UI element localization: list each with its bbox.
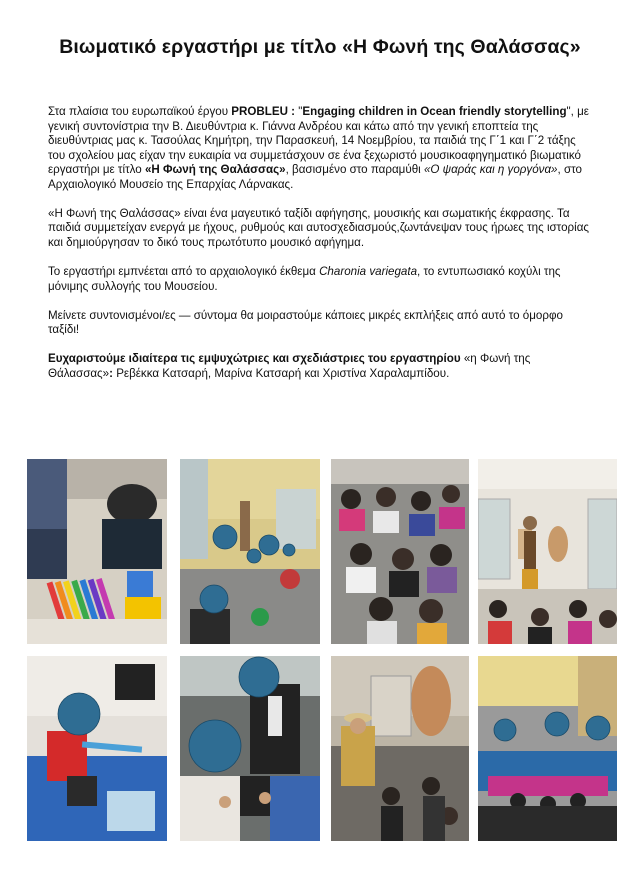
workshop-photo-3 [331, 459, 469, 644]
text-span: Το εργαστήρι εμπνέεται από το αρχαιολογικό έκθεμα [48, 265, 320, 278]
text-span: : [109, 366, 117, 380]
text-span: " [298, 105, 303, 118]
paragraph-intro [48, 105, 596, 192]
paragraph-thanks [48, 352, 596, 381]
project-subtitle: Engaging children in Ocean friendly storytelling [302, 105, 567, 118]
workshop-photo-4 [478, 459, 617, 644]
text-span: ", με γενική συντονίστρια την Β. Διευθύντρια κ. Γιάννα Ανδρέου και κάτω από την γενική εποπτεία της διευθύντριας μας κ. Τασούλας Κημήτρη, την Παρασκευή, 14 Νοεμβρίου, τα παιδιά της Γ΄1 και Γ΄2 τάξης του σχολείου μας είχαν την ευκαιρία να συμμετάσχουν σε ένα ξεχωριστό μουσικοαφηγηματικό βιωματικό εργαστήρι με τίτλο [48, 105, 589, 176]
project-name: PROBLEU : [231, 105, 299, 118]
workshop-photo-5 [27, 656, 167, 841]
workshop-photo-1 [27, 459, 167, 644]
facilitators: Ρεβέκκα Κατσαρή, Μαρίνα Κατσαρή και Χριστίνα Χαραλαμπίδου. [116, 366, 450, 380]
article-body [48, 105, 596, 396]
fairytale-title: «Ο ψαράς και η γοργόνα» [423, 163, 558, 176]
paragraph-description: «Η Φωνή της Θαλάσσας» είναι ένα μαγευτικό ταξίδι αφήγησης, μουσικής και σωματικής έκφρασης. Τα παιδιά συμμετείχαν ενεργά με ήχους, ρυθμούς και αυτοσχεδιασμούς,ζωντάνεψαν τους ήρωες της ιστορίας και δημιούργησαν το δικό τους πρωτότυπο μουσικό αφήγημα. [48, 206, 589, 249]
text-span: , στο Αρχαιολογικό Μουσείο της Επαρχίας Λάρνακας. [48, 163, 582, 191]
workshop-photo-8 [478, 656, 617, 841]
thanks-lead: Ευχαριστούμε ιδιαίτερα τις εμψυχώτριες και σχεδιάστριες του εργαστηρίου [48, 352, 461, 365]
workshop-photo-6 [180, 656, 320, 841]
paragraph-stay-tuned: Μείνετε συντονισμένοι/ες — σύντομα θα μοιραστούμε κάποιες μικρές εκπλήξεις από αυτό το όμορφο ταξίδι! [48, 308, 563, 336]
workshop-title: «Η Φωνή της Θαλάσσας» [144, 163, 286, 176]
workshop-photo-2 [180, 459, 320, 644]
workshop-photo-7 [331, 656, 469, 841]
paragraph-inspiration [48, 265, 596, 294]
text-span: Στα πλαίσια του ευρωπαϊκού έργου [48, 105, 232, 118]
text-span: , το εντυπωσιακό κοχύλι της μόνιμης συλλογής του Μουσείου. [48, 265, 561, 293]
text-span: , βασισμένο στο παραμύθι [285, 163, 424, 176]
text-span: «η Φωνή της Θάλασσας» [48, 352, 531, 380]
page-title: Βιωματικό εργαστήρι με τίτλο «Η Φωνή της Θαλάσσας» [59, 36, 581, 58]
exhibit-name: Charonia variegata [319, 265, 418, 278]
